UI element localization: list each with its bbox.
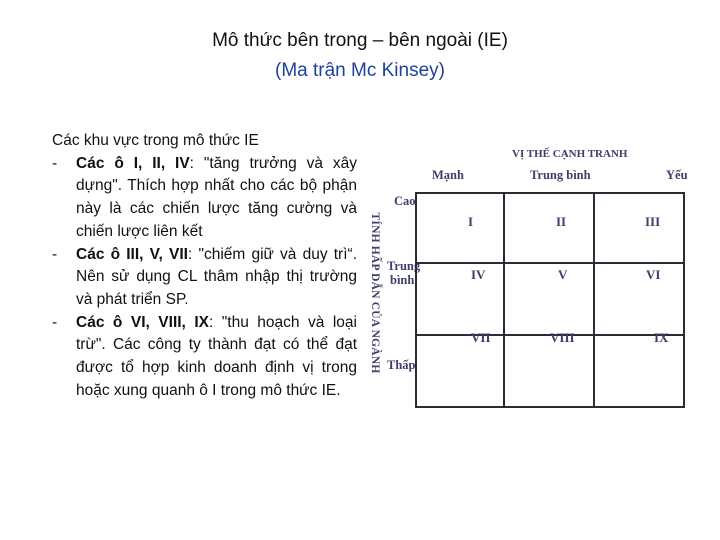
list-bullet: - <box>52 245 58 263</box>
col-label-weak: Yếu <box>666 168 688 182</box>
cell-iv: IV <box>471 267 486 282</box>
grid-cell-border <box>503 192 595 264</box>
cell-ii: II <box>556 214 567 229</box>
grid-cell-border <box>593 334 685 408</box>
list-item-text: : "tăng trưởng và xây dựng". Thích hợp nhất cho các bộ phận này là các chiến lược tăng cường và chiến lược liên kết <box>76 154 357 240</box>
cell-iii: III <box>645 214 661 229</box>
page-title: Mô thức bên trong – bên ngoài (IE) <box>212 30 508 51</box>
list-item-bold: Các ô VI, VIII, IX <box>76 313 209 331</box>
list-item <box>52 312 357 403</box>
y-axis-title: TÍNH HẤP DẪN CỦA NGÀNH <box>369 212 381 374</box>
ie-matrix <box>360 140 705 400</box>
x-axis-title: VỊ THẾ CẠNH TRANH <box>512 148 628 160</box>
cell-ix: IX <box>654 330 669 345</box>
grid-cell-border <box>503 262 595 336</box>
list-item-bold: Các ô III, V, VII <box>76 245 188 263</box>
list-item <box>52 244 357 312</box>
row-label-high: Cao <box>394 194 416 208</box>
section-heading: Các khu vực trong mô thức IE <box>52 132 259 149</box>
cell-viii: VIII <box>550 330 575 345</box>
grid-cell-border <box>415 192 505 264</box>
row-label-low: Thấp <box>387 358 416 372</box>
grid-cell-border <box>503 334 595 408</box>
row-label-medium-line1: Trung <box>387 259 421 273</box>
grid-cell-border <box>415 262 505 336</box>
col-label-strong: Mạnh <box>432 168 464 182</box>
cell-vii: VII <box>471 330 491 345</box>
list-item-text: : "thu hoạch và loại trừ". Các công ty thành đạt có thể đạt được tổ hợp kinh doanh định vị trong hoặc xung quanh ô I trong mô thức IE. <box>76 313 357 399</box>
description-panel <box>52 130 357 402</box>
list-bullet: - <box>52 154 58 172</box>
list-bullet: - <box>52 313 58 331</box>
grid-cell-border <box>415 334 505 408</box>
list-item-text: : "chiếm giữ và duy trì“. Nên sử dụng CL thâm nhập thị trường và phát triển SP. <box>76 245 357 308</box>
grid-cell-border <box>593 192 685 264</box>
cell-i: I <box>468 214 474 229</box>
cell-v: V <box>558 267 568 282</box>
matrix-grid <box>415 192 685 408</box>
grid-cell-border <box>593 262 685 336</box>
list-item <box>52 153 357 244</box>
col-label-medium: Trung bình <box>530 168 591 182</box>
y-axis-title-wrap <box>368 188 382 398</box>
cell-vi: VI <box>646 267 661 282</box>
list-item-bold: Các ô I, II, IV <box>76 154 190 172</box>
row-label-medium-line2: bình <box>390 273 415 287</box>
page-subtitle: (Ma trận Mc Kinsey) <box>275 60 445 81</box>
